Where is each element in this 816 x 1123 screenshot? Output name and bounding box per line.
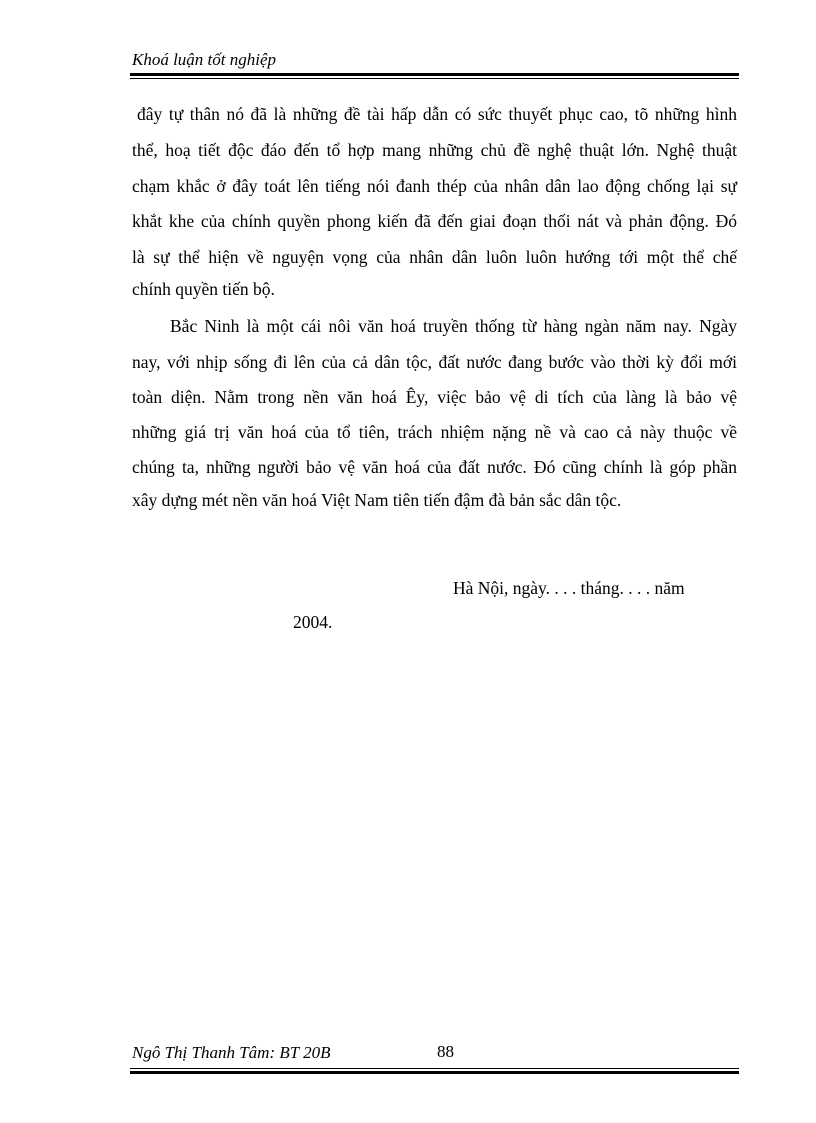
paragraph2-line-6: xây dựng mét nền văn hoá Việt Nam tiên tiến đậm đà bản sắc dân tộc. [132,490,622,510]
paragraph2-line-2: nay, với nhịp sống đi lên của cả dân tộc, đất nước đang bước vào thời kỳ đổi mới [132,352,737,372]
page-number: 88 [437,1042,454,1061]
paragraph1-line-6: chính quyền tiến bộ. [132,279,275,299]
header-rule-thin [130,78,739,79]
paragraph1-line-2: thể, hoạ tiết độc đáo đến tổ hợp mang những chủ đề nghệ thuật lớn. Nghệ thuật [132,140,737,160]
footer-rule-thin [130,1068,739,1069]
paragraph1-line-3: chạm khắc ở đây toát lên tiếng nói đanh thép của nhân dân lao động chống lại sự [132,176,737,196]
paragraph1-line-5: là sự thể hiện về nguyện vọng của nhân dân luôn luôn hướng tới một thể chế [132,247,737,267]
footer-rule-thick [130,1071,739,1074]
signature-year: 2004. [293,612,333,632]
header-rule-thick [130,73,739,76]
paragraph2-line-4: những giá trị văn hoá của tổ tiên, trách nhiệm nặng nề và cao cả này thuộc về [132,422,737,442]
signature-place-date: Hà Nội, ngày. . . . tháng. . . . năm [453,578,685,598]
footer-author: Ngô Thị Thanh Tâm: BT 20B [132,1043,331,1062]
paragraph2-line-1: Bắc Ninh là một cái nôi văn hoá truyền thống từ hàng ngàn năm nay. Ngày [170,316,737,336]
paragraph2-line-3: toàn diện. Nằm trong nền văn hoá Êy, việc bảo vệ di tích của làng là bảo vệ [132,387,737,407]
paragraph1-line-1: đây tự thân nó đã là những đề tài hấp dẫn có sức thuyết phục cao, tõ những hình [137,104,737,124]
paragraph2-line-5: chúng ta, những người bảo vệ văn hoá của đất nước. Đó cũng chính là góp phần [132,457,737,477]
header-title: Khoá luận tốt nghiệp [132,50,277,69]
paragraph1-line-4: khắt khe của chính quyền phong kiến đã đến giai đoạn thối nát và phản động. Đó [132,211,737,231]
